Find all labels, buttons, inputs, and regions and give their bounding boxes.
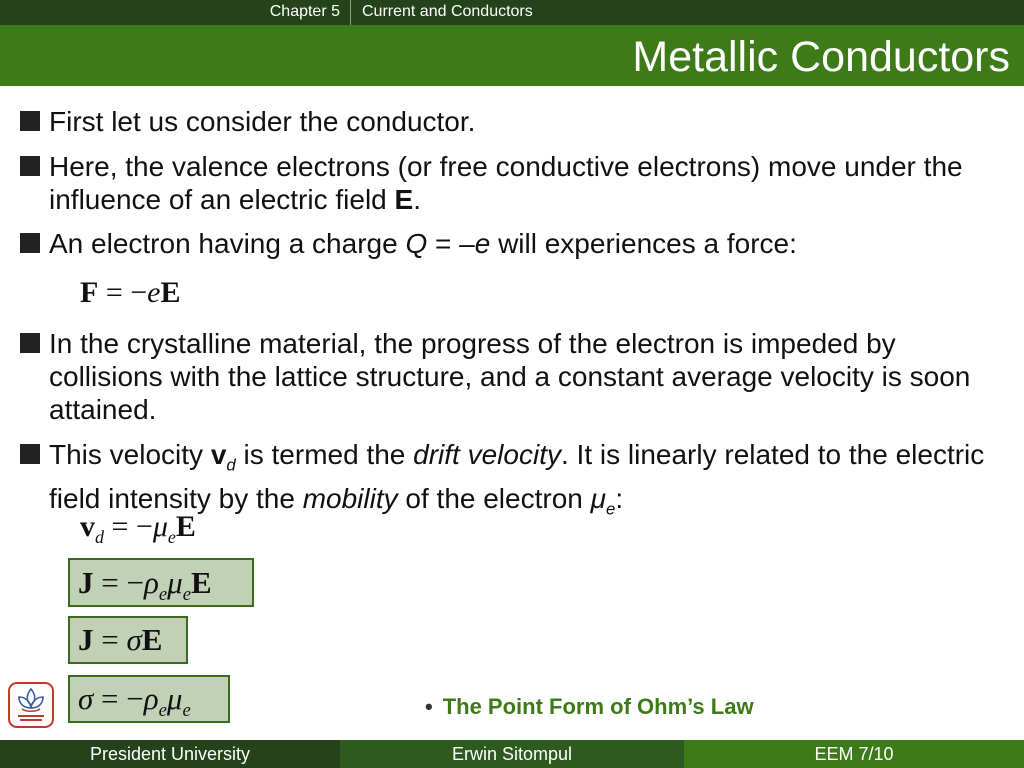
footer-institution: President University [0, 740, 340, 768]
bullet-item: Here, the valence electrons (or free conductive electrons) move under the influence of an electric field E. [20, 150, 1010, 216]
conductivity-equation-box: $\sigma = -\rho_e\mu_e$ [68, 675, 230, 723]
footer-page-number: EEM 7/10 [684, 740, 1024, 768]
bullet-square-icon [20, 333, 40, 353]
top-bar [0, 0, 1024, 25]
bullet-square-icon [20, 111, 40, 131]
chapter-label: Chapter 5 [269, 3, 340, 20]
section-label: Current and Conductors [362, 3, 533, 20]
drift-velocity-equation: $v_d = -\mu_eE$ [80, 510, 196, 547]
header-divider [350, 0, 351, 25]
bullet-item: An electron having a charge Q = –e will experiences a force: [20, 227, 1010, 260]
force-equation: F = −eE [80, 276, 181, 309]
current-density-equation-box: $J = -\rho_e\mu_eE$ [68, 558, 254, 607]
slide-title: Metallic Conductors [632, 33, 1010, 81]
bullet-square-icon [20, 444, 40, 464]
bullet-item: First let us consider the conductor. [20, 105, 1010, 138]
bullet-item: In the crystalline material, the progress of the electron is impeded by collisions with the lattice structure, and a constant average velocity is soon attained. [20, 327, 1010, 426]
bullet-square-icon [20, 156, 40, 176]
point-form-ohms-law-note: • The Point Form of Ohm’s Law [425, 694, 754, 719]
note-bullet-icon: • [425, 694, 433, 719]
footer-bar [0, 740, 1024, 768]
bullet-item: This velocity $v_d$ is termed the drift velocity. It is linearly related to the electric field intensity by the mobility of the electron $\mu_e$: [20, 438, 1010, 525]
bullet-square-icon [20, 233, 40, 253]
ohms-law-equation-box: J = σE [68, 616, 188, 664]
title-bar [0, 25, 1024, 86]
university-logo [8, 682, 54, 728]
footer-author: Erwin Sitompul [340, 740, 684, 768]
